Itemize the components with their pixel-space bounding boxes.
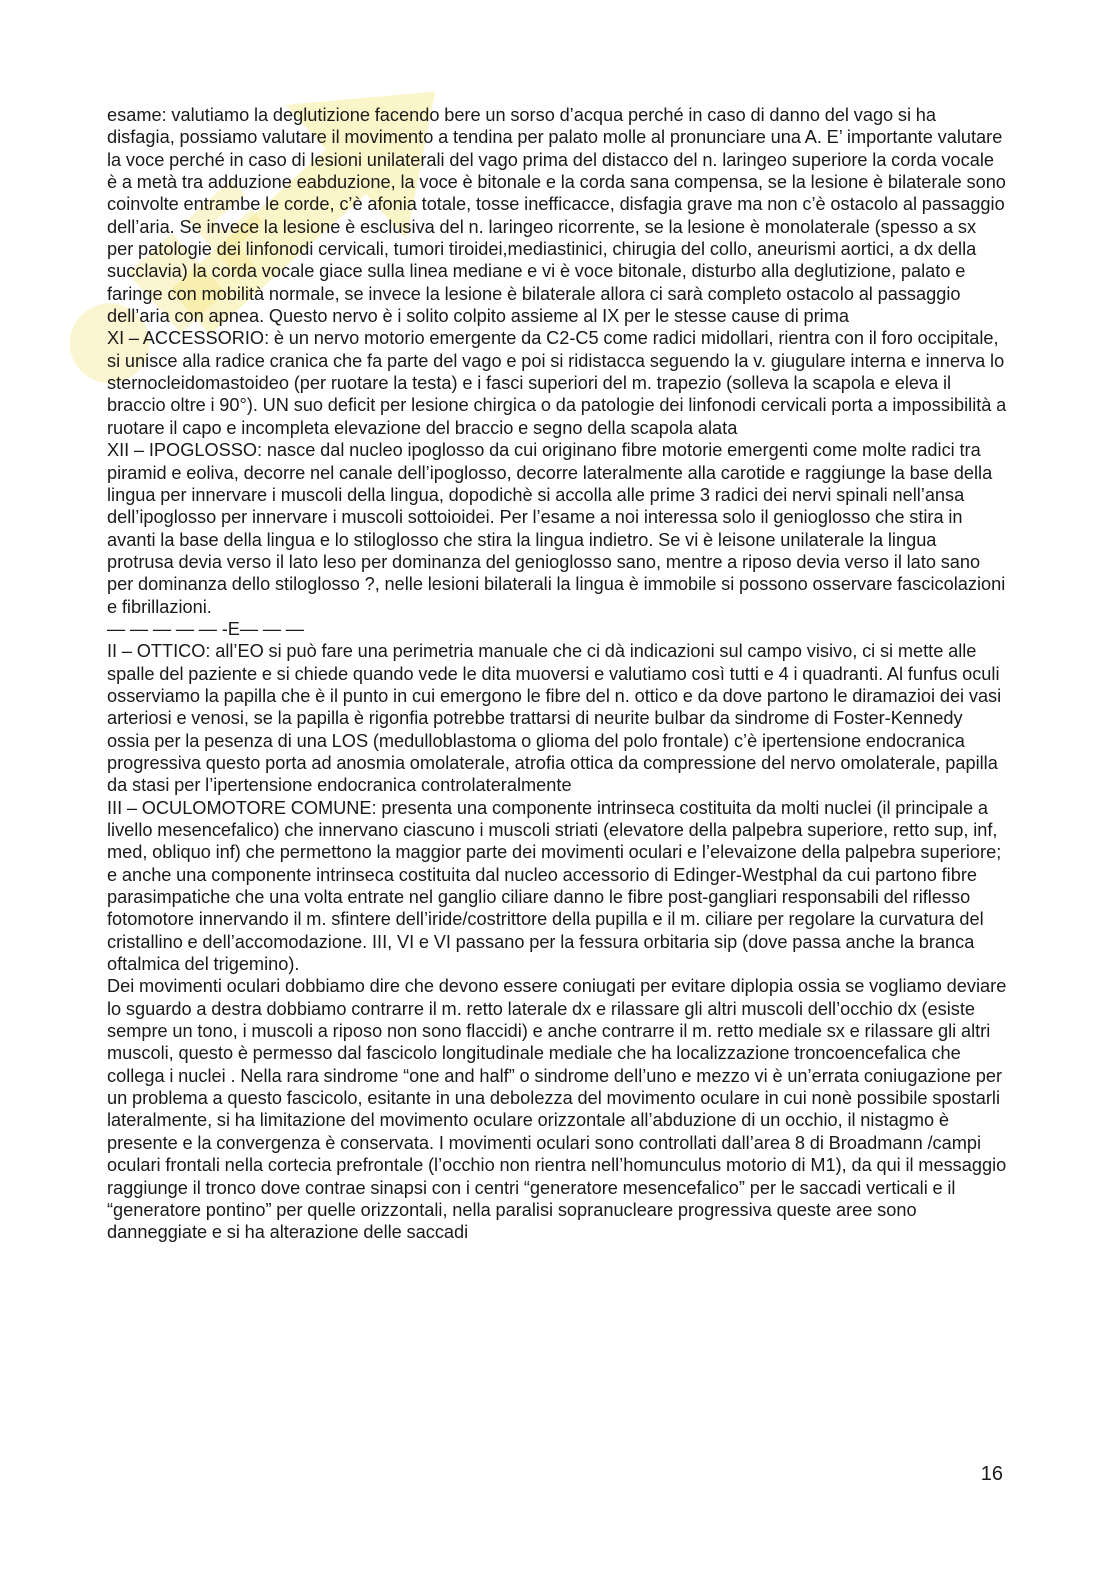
paragraph-accessorio: XI – ACCESSORIO: è un nervo motorio emergente da C2-C5 come radici midollari, rientra con il foro occipitale, si unisce alla radice cranica che fa parte del vago e poi si ridistacca seguendo la v. giugulare interna e innerva lo sternocleidomastoideo (per ruotare la testa) e i fasci superiori del m. trapezio (solleva la scapola e eleva il braccio oltre i 90°). UN suo deficit per lesione chirgica o da patologie dei linfonodi cervicali porta a impossibilità a ruotare il capo e incompleta elevazione del braccio e segno della scapola alata — [107, 328, 1007, 438]
paragraph-vago-esame: esame: valutiamo la deglutizione facendo bere un sorso d’acqua perché in caso di danno del vago si ha disfagia, possiamo valutare il movimento a tendina per palato molle al pronunciare una A. E’ importante valutare la voce perché in caso di lesioni unilaterali del vago prima del distacco del n. laringeo superiore la corda vocale è a metà tra adduzione eabduzione, la voce è bitonale e la corda sana compensa, se la lesione è bilaterale sono coinvolte entrambe le corde, c’è afonia totale, tosse inefficacce, disfagia grave ma non c’è ostacolo al passaggio dell’aria. Se invece la lesione è esclusiva del n. laringeo ricorrente, se la lesione è monolaterale (spesso a sx per patologie dei linfonodi cervicali, tumori tiroidei,mediastinici, chirugia del collo, aneurismi aortici, a dx della succlavia) la corda vocale giace sulla linea mediane e vi è voce bitonale, disturbo alla deglutizione, palato e faringe con mobilità normale, se invece la lesione è bilaterale allora ci sarà completo ostacolo al passaggio dell’aria con apnea. Questo nervo è i solito colpito assieme al IX per le stesse cause di prima — [107, 105, 1006, 327]
paragraph-oculomotore: III – OCULOMOTORE COMUNE: presenta una componente intrinseca costituita da molti nuclei (il principale a livello mesencefalico) che innervano ciascuno i muscoli striati (elevatore della palpebra superiore, retto sup, inf, med, obliquo inf) che permettono la maggior parte dei movimenti oculari e l’elevaizone della palpebra superiore; e anche una componente intrinseca costituita dal nucleo accessorio di Edinger-Westphal da cui partono fibre parasimpatiche che una volta entrate nel ganglio ciliare danno le fibre post-gangliari responsabili del riflesso fotomotore innervando il m. sfintere dell’iride/costrittore della pupilla e il m. ciliare per regolare la curvatura del cristallino e dell’accomodazione. III, VI e VI passano per la fessura orbitaria sip (dove passa anche la branca oftalmica del trigemino). — [107, 797, 1002, 975]
page-number: 16 — [980, 1463, 1003, 1485]
section-separator: — — — — — -E— — — — [107, 618, 304, 639]
paragraph-ipoglosso: XII – IPOGLOSSO: nasce dal nucleo ipoglosso da cui originano fibre motorie emergenti come molte radici tra piramid e eoliva, decorre nel canale dell’ipoglosso, decorre lateralmente alla carotide e raggiunge la base della lingua per innervare i muscoli della lingua, dopodichè si accolla alle prime 3 radici dei nervi spinali nell’ansa dell’ipoglosso per innervare i muscoli sottoioidei. Per l’esame a noi interessa solo il genioglosso che stira in avanti la base della lingua e lo stiloglosso che stira la lingua indietro. Se vi è leisone unilaterale la lingua protrusa devia verso il lato leso per dominanza del genioglosso sano, mentre a riposo devia verso il lato sano per dominanza dello stiloglosso ?, nelle lesioni bilaterali la lingua è immobile si possono osservare fascicolazioni e fibrillazioni. — [107, 440, 1006, 617]
document-body — [107, 104, 1007, 1244]
paragraph-ottico: II – OTTICO: all’EO si può fare una perimetria manuale che ci dà indicazioni sul campo visivo, ci si mette alle spalle del paziente e si chiede quando vede le dita muoversi e valutiamo così tutti e 4 i quadranti. Al funfus oculi osserviamo la papilla che è il punto in cui emergono le fibre del n. ottico e da dove partono le diramazioi dei vasi arteriosi e venosi, se la papilla è rigonfia potrebbe trattarsi di neurite bulbar da sindrome di Foster-Kennedy ossia per la pesenza di una LOS (medulloblastoma o glioma del polo frontale) c’è ipertensione endocranica progressiva questo porta ad anosmia omolaterale, atrofia ottica da compressione del nervo omolaterale, papilla da stasi per l’ipertensione endocranica controlateralmente — [107, 641, 1002, 796]
paragraph-movimenti-oculari: Dei movimenti oculari dobbiamo dire che devono essere coniugati per evitare diplopia ossia se vogliamo deviare lo sguardo a destra dobbiamo contrarre il m. retto laterale dx e rilassare gli altri muscoli dell’occhio dx (esiste sempre un tono, i muscoli a riposo non sono flaccidi) e anche contrarre il m. retto mediale sx e rilassare gli altri muscoli, questo è permesso dal fascicolo longitudinale mediale che ha localizzazione troncoencefalica che collega i nuclei . Nella rara sindrome “one and half” o sindrome dell’uno e mezzo vi è un’errata coniugazione per un problema a questo fascicolo, esitante in una debolezza del movimento oculare in cui nonè possibile spostarli lateralmente, si ha limitazione del movimento oculare orizzontale all’abduzione di un occhio, il nistagmo è presente e la convergenza è conservata. I movimenti oculari sono controllati dall’area 8 di Broadmann /campi oculari frontali nella cortecia prefrontale (l’occhio non rientra nell’homunculus motorio di M1), da qui il messaggio raggiunge il tronco dove contrae sinapsi con i centri “generatore mesencefalico” per le saccadi verticali e il “generatore pontino” per quelle orizzontali, nella paralisi sopranucleare progressiva queste aree sono danneggiate e si ha alterazione delle saccadi — [107, 976, 1007, 1243]
